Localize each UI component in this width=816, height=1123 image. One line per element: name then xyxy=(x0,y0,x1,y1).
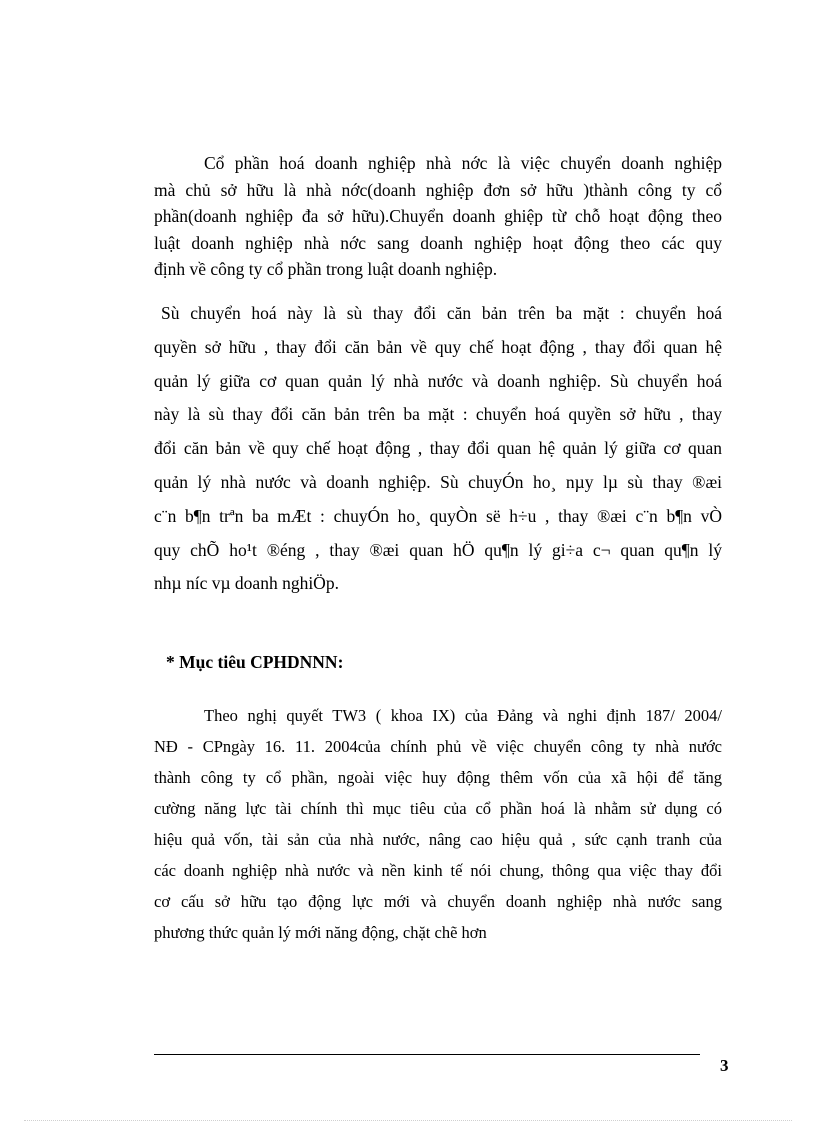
paragraph-line: Sù chuyển hoá này là sù thay đổi căn bản trên ba mặt : chuyển hoá xyxy=(161,303,722,323)
paragraph-line: cơ cấu sở hữu tạo động lực mới và chuyển doanh nghiệp nhà nước sang xyxy=(154,892,722,911)
paragraph-line: quy chÕ ho¹t ®éng , thay ®æi quan hÖ qu¶n lý gi÷a c¬ quan qu¶n lý xyxy=(154,539,722,560)
paragraph-line: quyền sở hữu , thay đổi căn bản về quy chế hoạt động , thay đổi quan hệ xyxy=(154,336,722,357)
paragraph-line: NĐ - CPngày 16. 11. 2004của chính phủ về việc chuyển công ty nhà nước xyxy=(154,737,722,756)
page-bottom-border xyxy=(24,1120,792,1121)
paragraph-line: phương thức quản lý mới năng động, chặt chẽ hơn xyxy=(154,923,487,942)
page-number: 3 xyxy=(720,1056,729,1075)
paragraph-line: cường năng lực tài chính thì mục tiêu của cổ phần hoá là nhằm sử dụng có xyxy=(154,799,722,818)
paragraph-line: luật doanh nghiệp nhà nớc sang doanh nghiệp hoạt động theo các quy xyxy=(154,232,722,253)
paragraph-objectives xyxy=(154,700,722,948)
footer-divider xyxy=(154,1054,700,1055)
paragraph-line: định về công ty cổ phần trong luật doanh nghiệp. xyxy=(154,259,498,279)
paragraph-line: nhµ níc vµ doanh nghiÖp. xyxy=(154,573,339,594)
paragraph-line: c¨n b¶n trªn ba mÆt : chuyÓn ho¸ quyÒn së h÷u , thay ®æi c¨n b¶n vÒ xyxy=(154,505,722,526)
paragraph-line: này là sù thay đổi căn bản trên ba mặt : chuyển hoá quyền sở hữu , thay xyxy=(154,404,722,425)
paragraph-line: quản lý nhà nước và doanh nghiệp. Sù chuyÓn ho¸ nµy lµ sù thay ®æi xyxy=(154,471,722,492)
paragraph-line: phần(doanh nghiệp đa sở hữu).Chuyển doanh ghiệp từ chỗ hoạt động theo xyxy=(154,206,722,226)
section-heading: * Mục tiêu CPHDNNN: xyxy=(166,652,344,672)
paragraph-line: mà chủ sở hữu là nhà nớc(doanh nghiệp đơn sở hữu )thành công ty cổ xyxy=(154,179,722,200)
paragraph-line: Cổ phần hoá doanh nghiệp nhà nớc là việc chuyển doanh nghiệp xyxy=(204,153,722,173)
paragraph-line: các doanh nghiệp nhà nước và nền kinh tế nói chung, thông qua việc thay đổi xyxy=(154,861,722,880)
paragraph-line: đổi căn bản về quy chế hoạt động , thay đổi quan hệ quản lý giữa cơ quan xyxy=(154,438,722,459)
paragraph-intro xyxy=(154,150,722,283)
paragraph-line: hiệu quả vốn, tài sản của nhà nước, nâng cao hiệu quả , sức cạnh tranh của xyxy=(154,830,722,849)
paragraph-line: thành công ty cổ phần, ngoài việc huy động thêm vốn của xã hội để tăng xyxy=(154,768,722,787)
paragraph-transformation xyxy=(154,297,722,601)
paragraph-line: quản lý giữa cơ quan quản lý nhà nước và doanh nghiệp. Sù chuyển hoá xyxy=(154,370,722,391)
paragraph-line: Theo nghị quyết TW3 ( khoa IX) của Đảng và nghi định 187/ 2004/ xyxy=(204,706,722,725)
